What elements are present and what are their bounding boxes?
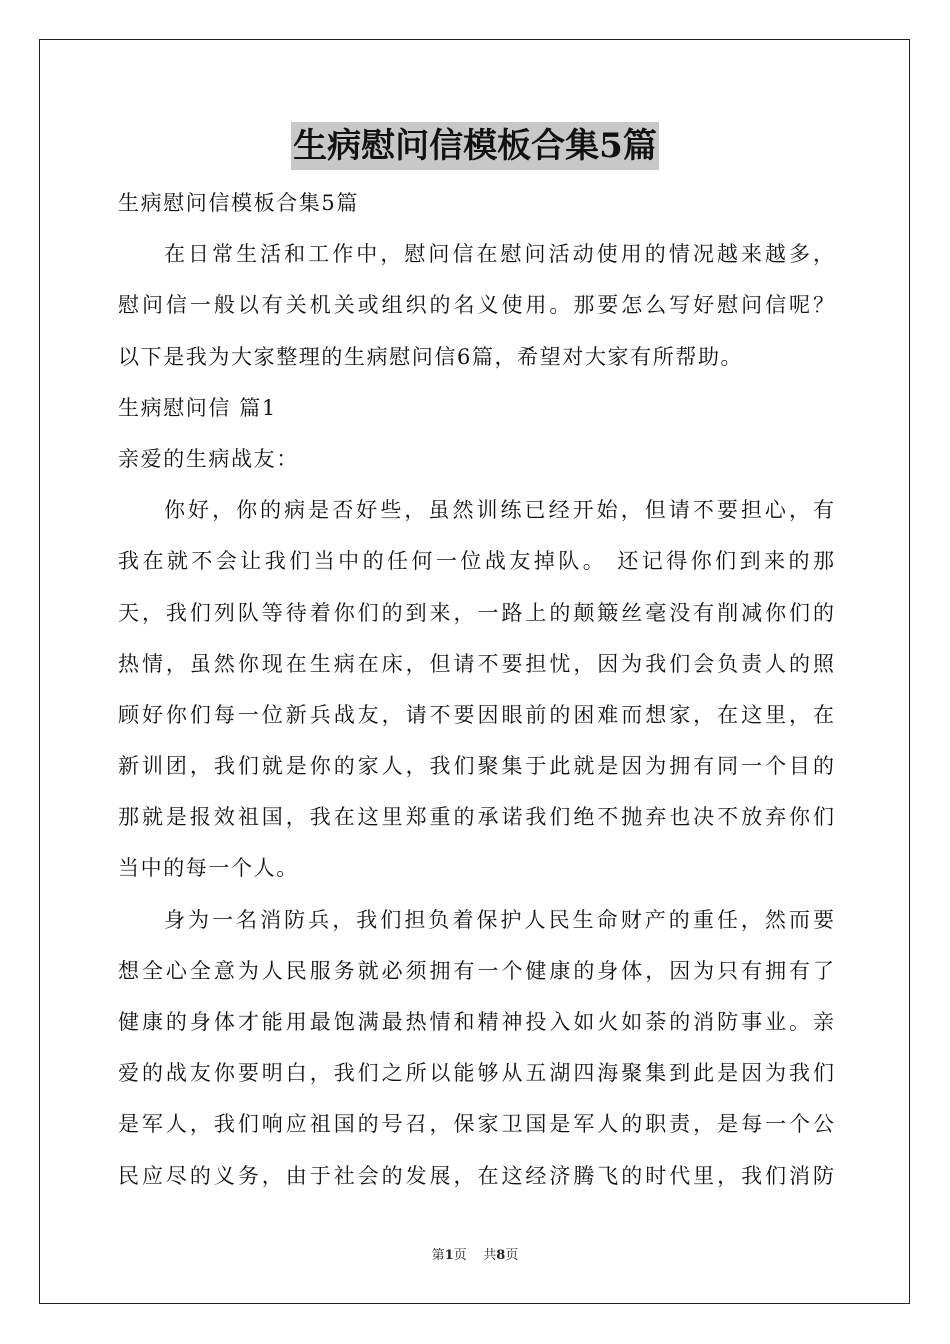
page-footer	[0, 1247, 950, 1265]
text-line: 新训团，我们就是你的家人，我们聚集于此就是因为拥有同一个目的	[118, 754, 834, 779]
footer-total-pages: 8	[496, 1248, 506, 1263]
text-line: 生病慰问信 篇1	[118, 395, 277, 420]
text-line: 天，我们列队等待着你们的到来，一路上的颠簸丝毫没有削减你们的	[118, 600, 834, 625]
text-line: 爱的战友你要明白，我们之所以能够从五湖四海聚集到此是因为我们	[118, 1061, 834, 1086]
text-line: 顾好你们每一位新兵战友，请不要因眼前的困难而想家，在这里，在	[118, 702, 834, 727]
text-line: 想全心全意为人民服务就必须拥有一个健康的身体，因为只有拥有了	[118, 958, 834, 983]
text-line: 民应尽的义务，由于社会的发展，在这经济腾飞的时代里，我们消防	[118, 1163, 834, 1188]
text-line: 当中的每一个人。	[118, 856, 299, 881]
footer-total-suffix: 页	[505, 1248, 519, 1263]
title-block	[0, 122, 950, 170]
text-line: 我在就不会让我们当中的任何一位战友掉队。 还记得你们到来的那	[118, 549, 834, 574]
text-line: 热情，虽然你现在生病在床，但请不要担忧，因为我们会负责人的照	[118, 651, 834, 676]
footer-page-suffix: 页	[453, 1248, 467, 1263]
text-line: 那就是报效祖国，我在这里郑重的承诺我们绝不抛弃也决不放弃你们	[118, 805, 834, 830]
document-body	[118, 178, 834, 1202]
text-line: 你好，你的病是否好些，虽然训练已经开始，但请不要担心，有	[164, 498, 834, 523]
text-line: 生病慰问信模板合集5篇	[118, 191, 359, 215]
footer-page-number: 1	[444, 1248, 454, 1263]
text-line: 以下是我为大家整理的生病慰问信6篇，希望对大家有所帮助。	[118, 344, 744, 369]
text-line: 健康的身体才能用最饱满最热情和精神投入如火如荼的消防事业。亲	[118, 1010, 834, 1034]
text-line: 在日常生活和工作中，慰问信在慰问活动使用的情况越来越多，	[164, 242, 834, 267]
footer-total-prefix: 共	[483, 1248, 497, 1263]
document-title: 生病慰问信模板合集5篇	[291, 122, 659, 170]
text-line: 慰问信一般以有关机关或组织的名义使用。那要怎么写好慰问信呢？	[118, 293, 834, 318]
text-line: 身为一名消防兵，我们担负着保护人民生命财产的重任，然而要	[164, 907, 834, 932]
text-line: 亲爱的生病战友：	[118, 446, 299, 471]
text-line: 是军人，我们响应祖国的号召，保家卫国是军人的职责，是每一个公	[118, 1112, 834, 1137]
footer-page-prefix: 第	[431, 1248, 445, 1263]
